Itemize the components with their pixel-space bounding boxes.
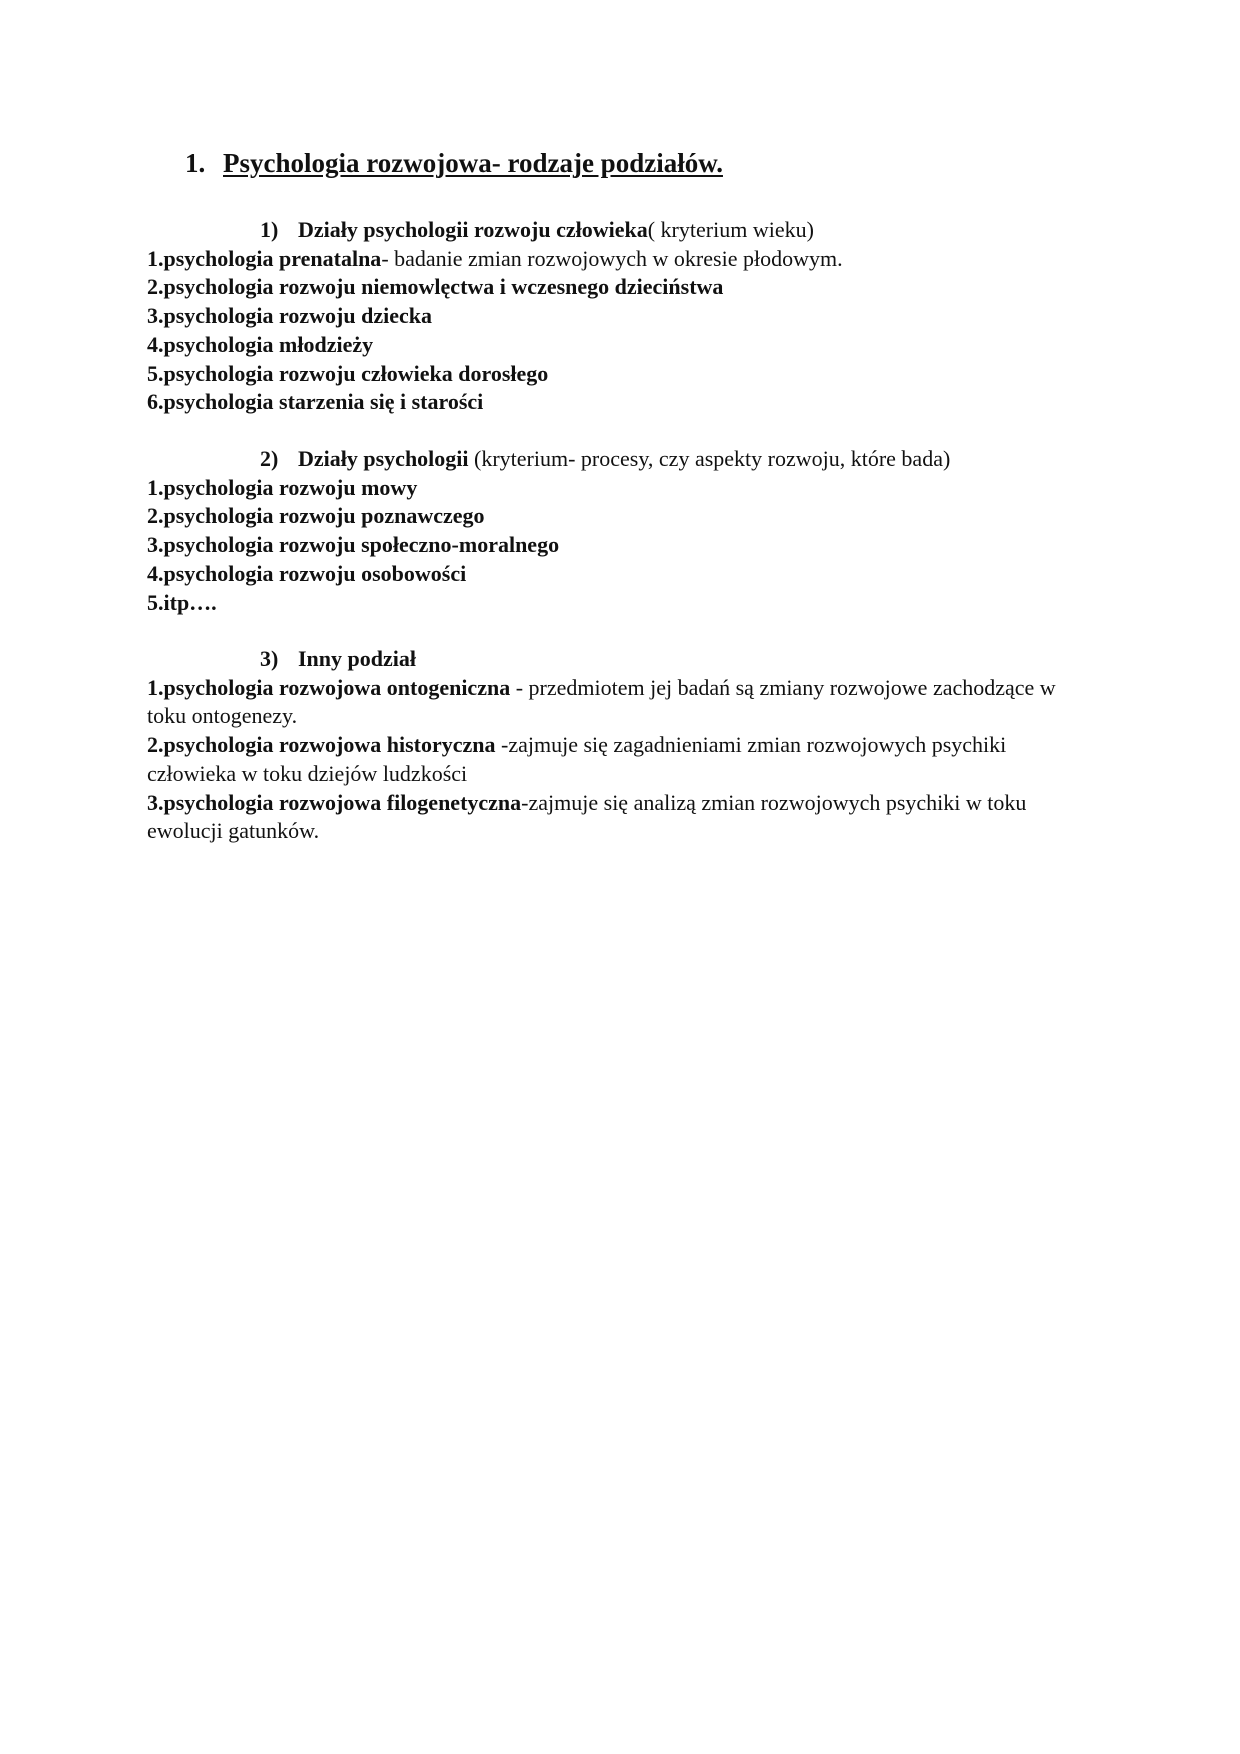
list-item-bold: 2.psychologia rozwoju poznawczego: [147, 503, 485, 529]
list-item: [147, 388, 1087, 417]
list-item-bold: 6.psychologia starzenia się i starości: [147, 389, 484, 415]
list-item: [147, 731, 1087, 788]
list-item-bold: 2.psychologia rozwoju niemowlęctwa i wczesnego dzieciństwa: [147, 274, 724, 300]
list-item-bold: 1.psychologia rozwoju mowy: [147, 474, 418, 500]
list-item: [147, 789, 1087, 846]
list-item: [147, 273, 1087, 302]
section-age-criterion: [147, 216, 1087, 417]
section-number: 2): [260, 446, 279, 471]
section-heading: [147, 216, 1087, 245]
section-other-division: [147, 645, 1087, 846]
list-item-bold: 3.psychologia rozwoju dziecka: [147, 303, 432, 329]
list-item-bold: 4.psychologia młodzieży: [147, 331, 374, 357]
list-item-bold: 2.psychologia rozwojowa historyczna: [147, 732, 496, 758]
section-heading: [147, 645, 1087, 674]
list-item: [147, 502, 1087, 531]
list-item: [147, 331, 1087, 360]
list-item-bold: 4.psychologia rozwoju osobowości: [147, 560, 467, 586]
section-number: 3): [260, 646, 279, 671]
section-heading-rest: ( kryterium wieku): [647, 217, 814, 242]
list-item-bold: 3.psychologia rozwoju społeczno-moralnego: [147, 532, 560, 558]
list-item-text: - przedmiotem jej badań są zmiany rozwojowe zachodzące w toku ontogenezy.: [147, 674, 1056, 729]
section-heading-bold: Inny podział: [298, 646, 416, 671]
section-heading-bold: Działy psychologii rozwoju człowieka: [298, 217, 648, 242]
list-item-text: -zajmuje się zagadnieniami zmian rozwojowych psychiki człowieka w toku dziejów ludzkości: [147, 732, 1007, 786]
title-text: Psychologia rozwojowa- rodzaje podziałów.: [223, 148, 723, 178]
list-item: [147, 474, 1087, 503]
list-item-bold: 5.psychologia rozwoju człowieka dorosłego: [147, 360, 549, 386]
list-item: [147, 589, 1087, 618]
list-item-bold: 1.psychologia rozwojowa ontogeniczna: [147, 674, 511, 700]
section-number: 1): [260, 217, 279, 242]
list-item: [147, 560, 1087, 589]
section-heading: [147, 445, 1087, 474]
list-item-text: - badanie zmian rozwojowych w okresie płodowym.: [381, 245, 843, 271]
list-item: [147, 302, 1087, 331]
section-heading-bold: Działy psychologii: [298, 446, 469, 471]
list-item-bold: 5.itp….: [147, 589, 217, 615]
list-item-text: -zajmuje się analizą zmian rozwojowych psychiki w toku ewolucji gatunków.: [147, 789, 1027, 844]
list-item: [147, 360, 1087, 389]
list-item-bold: 3.psychologia rozwojowa filogenetyczna: [147, 789, 522, 815]
title-number: 1.: [185, 148, 206, 178]
section-heading-rest: (kryterium- procesy, czy aspekty rozwoju, które bada): [468, 446, 951, 471]
list-item: [147, 245, 1087, 274]
section-process-criterion: [147, 445, 1087, 617]
list-item-bold: 1.psychologia prenatalna: [147, 245, 382, 271]
page-title: [185, 148, 723, 179]
list-item: [147, 531, 1087, 560]
list-item: [147, 674, 1087, 731]
